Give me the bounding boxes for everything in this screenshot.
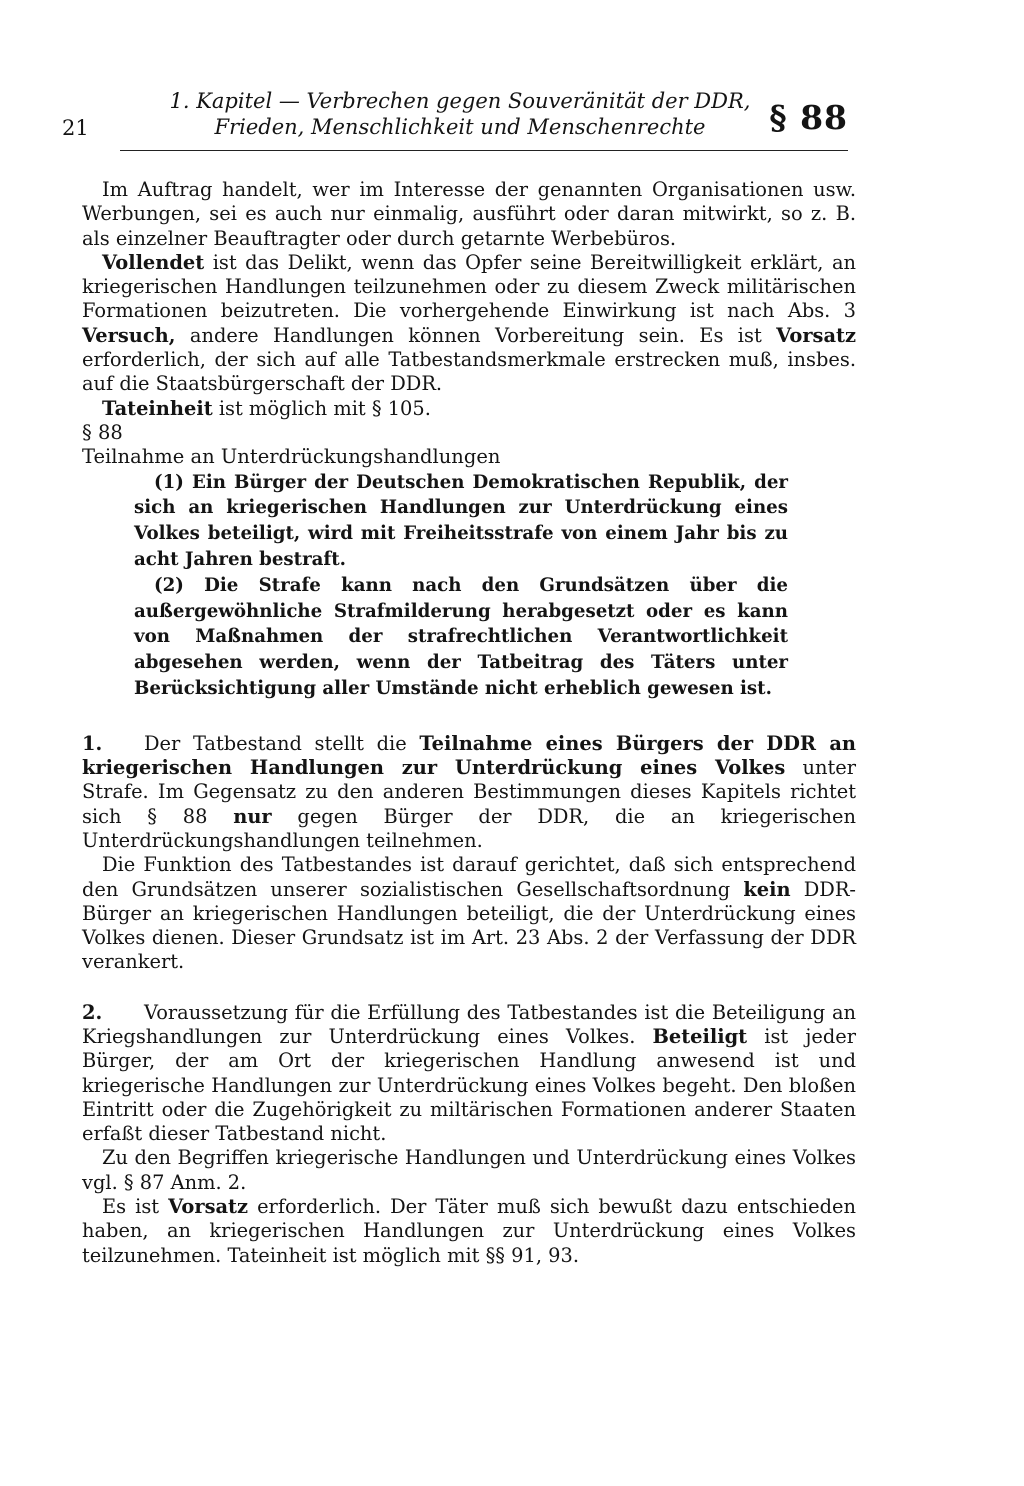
page-number: 21	[62, 116, 89, 140]
chapter-title-line-2: Frieden, Menschlichkeit und Menschenrechte	[214, 115, 706, 139]
intro-paragraph-2-text-1: ist das Delikt, wenn das Opfer seine Bereitwilligkeit erklärt, an kriegerischen Handlungen teilzunehmen oder zu diesem Zweck militärischen Formationen beizutreten. Die vorhergehende Einwirkung ist nach Abs. 3	[82, 250, 856, 323]
annotation-1-number: 1.	[82, 731, 103, 755]
spacer	[82, 975, 856, 1001]
term-versuch: Versuch,	[82, 323, 176, 347]
term-beteiligt: Beteiligt	[652, 1025, 748, 1048]
annotation-1-text-3: gegen Bürger der DDR, die an kriegerischen Unterdrückungshandlungen teilnehmen.	[82, 804, 856, 852]
intro-paragraph-2-text-3: erforderlich, der sich auf alle Tatbestandsmerkmale erstrecken muß, insbes. auf die Staatsbürgerschaft der DDR.	[82, 348, 856, 396]
section-heading: § 88	[82, 420, 123, 444]
annotation-1-paragraph-2	[82, 853, 856, 974]
statute-paragraph-1: (1) Ein Bürger der Deutschen Demokratischen Republik, der sich an kriegerischen Handlungen zur Unterdrückung eines Volkes beteiligt, wird mit Freiheitsstrafe von einem Jahr bis zu acht Jahren bestraft.	[134, 471, 788, 570]
annotation-2-term-vorsatz: Vorsatz	[168, 1195, 249, 1219]
annotation-1-p2-text-2: DDR-Bürger an kriegerischen Handlungen beteiligt, die der Unterdrückung eines Volkes dienen. Dieser Grundsatz ist im Art. 23 Abs. 2 der Verfassung der DDR verankert.	[82, 877, 856, 974]
chapter-title-line-1: 1. Kapitel — Verbrechen gegen Souveränität der DDR,	[169, 89, 751, 113]
annotation-1-paragraph-1	[82, 732, 856, 853]
annotation-2-paragraph-3	[82, 1195, 856, 1268]
annotation-2-text-2: ist jeder Bürger, der am Ort der kriegerischen Handlung anwesend ist und kriegerische Handlungen zur Unterdrückung eines Volkes begeht. Den bloßen Eintritt oder die Zugehörigkeit zu miltärischen Formationen anderer Staaten erfaßt dieser Tatbestand nicht.	[82, 1025, 856, 1146]
section-title: Teilnahme an Unterdrückungshandlungen	[82, 445, 501, 469]
annotation-2-paragraph-1	[82, 1001, 856, 1147]
annotation-1	[82, 732, 856, 975]
annotation-2-text-1: Voraussetzung für die Erfüllung des Tatbestandes ist die Beteiligung an Kriegshandlungen zur Unterdrückung eines Volkes.	[82, 1000, 856, 1048]
term-vorsatz: Vorsatz	[776, 323, 856, 347]
annotation-2-p3-text-1: Es ist	[102, 1195, 169, 1219]
annotation-2-number: 2.	[82, 1000, 103, 1024]
annotation-1-p2-bold: kein	[743, 877, 791, 901]
intro-paragraph-2-text-2: andere Handlungen können Vorbereitung sein. Es ist	[175, 323, 777, 347]
header-rule	[120, 150, 848, 151]
annotation-2	[82, 1001, 856, 1268]
intro-paragraph-1: Im Auftrag handelt, wer im Interesse der genannten Organisationen usw. Werbungen, sei es auch nur einmalig, ausführt oder daran mitwirkt, so z. B. als einzelner Beauftragter oder durch getarnte Werbebüros.	[82, 178, 856, 250]
intro-paragraph-3	[82, 397, 856, 421]
chapter-title	[150, 88, 770, 140]
statute-paragraph-2: (2) Die Strafe kann nach den Grundsätzen über die außergewöhnliche Strafmilderung herabgesetzt oder es kann von Maßnahmen der strafrechtlichen Verantwortlichkeit abgesehen werden, wenn der Tatbeitrag des Täters unter Berücksichtigung aller Umstände nicht erheblich gewesen ist.	[134, 574, 788, 699]
running-section-marker: § 88	[769, 98, 848, 137]
annotation-2-p3-text-2: erforderlich. Der Täter muß sich bewußt dazu entschieden haben, an kriegerischen Handlungen zur Unterdrückung eines Volkes teilzunehmen. Tateinheit ist möglich mit §§ 91, 93.	[82, 1195, 856, 1267]
annotation-1-bold-2: nur	[233, 804, 272, 828]
body-text	[82, 178, 856, 1268]
annotation-1-text-1: Der Tatbestand stellt die	[144, 731, 420, 755]
intro-paragraph-2	[82, 251, 856, 397]
term-vollendet: Vollendet	[102, 250, 205, 274]
term-tateinheit: Tateinheit	[102, 396, 213, 420]
annotation-1-text-2: unter Strafe. Im Gegensatz zu den anderen Bestimmungen dieses Kapitels richtet sich § 88	[82, 756, 856, 828]
intro-paragraph-3-text: ist möglich mit § 105.	[212, 396, 431, 420]
annotation-1-bold-1: Teilnahme eines Bürgers der DDR an kriegerischen Handlungen zur Unterdrückung eines Volkes	[82, 731, 856, 780]
annotation-1-p2-text-1: Die Funktion des Tatbestandes ist darauf gerichtet, daß sich entsprechend den Grundsätzen unserer sozialistischen Gesellschaftsordnung	[82, 853, 856, 901]
statute-text	[134, 470, 788, 702]
annotation-2-paragraph-2: Zu den Begriffen kriegerische Handlungen und Unterdrückung eines Volkes vgl. § 87 Anm. 2.	[82, 1146, 856, 1194]
